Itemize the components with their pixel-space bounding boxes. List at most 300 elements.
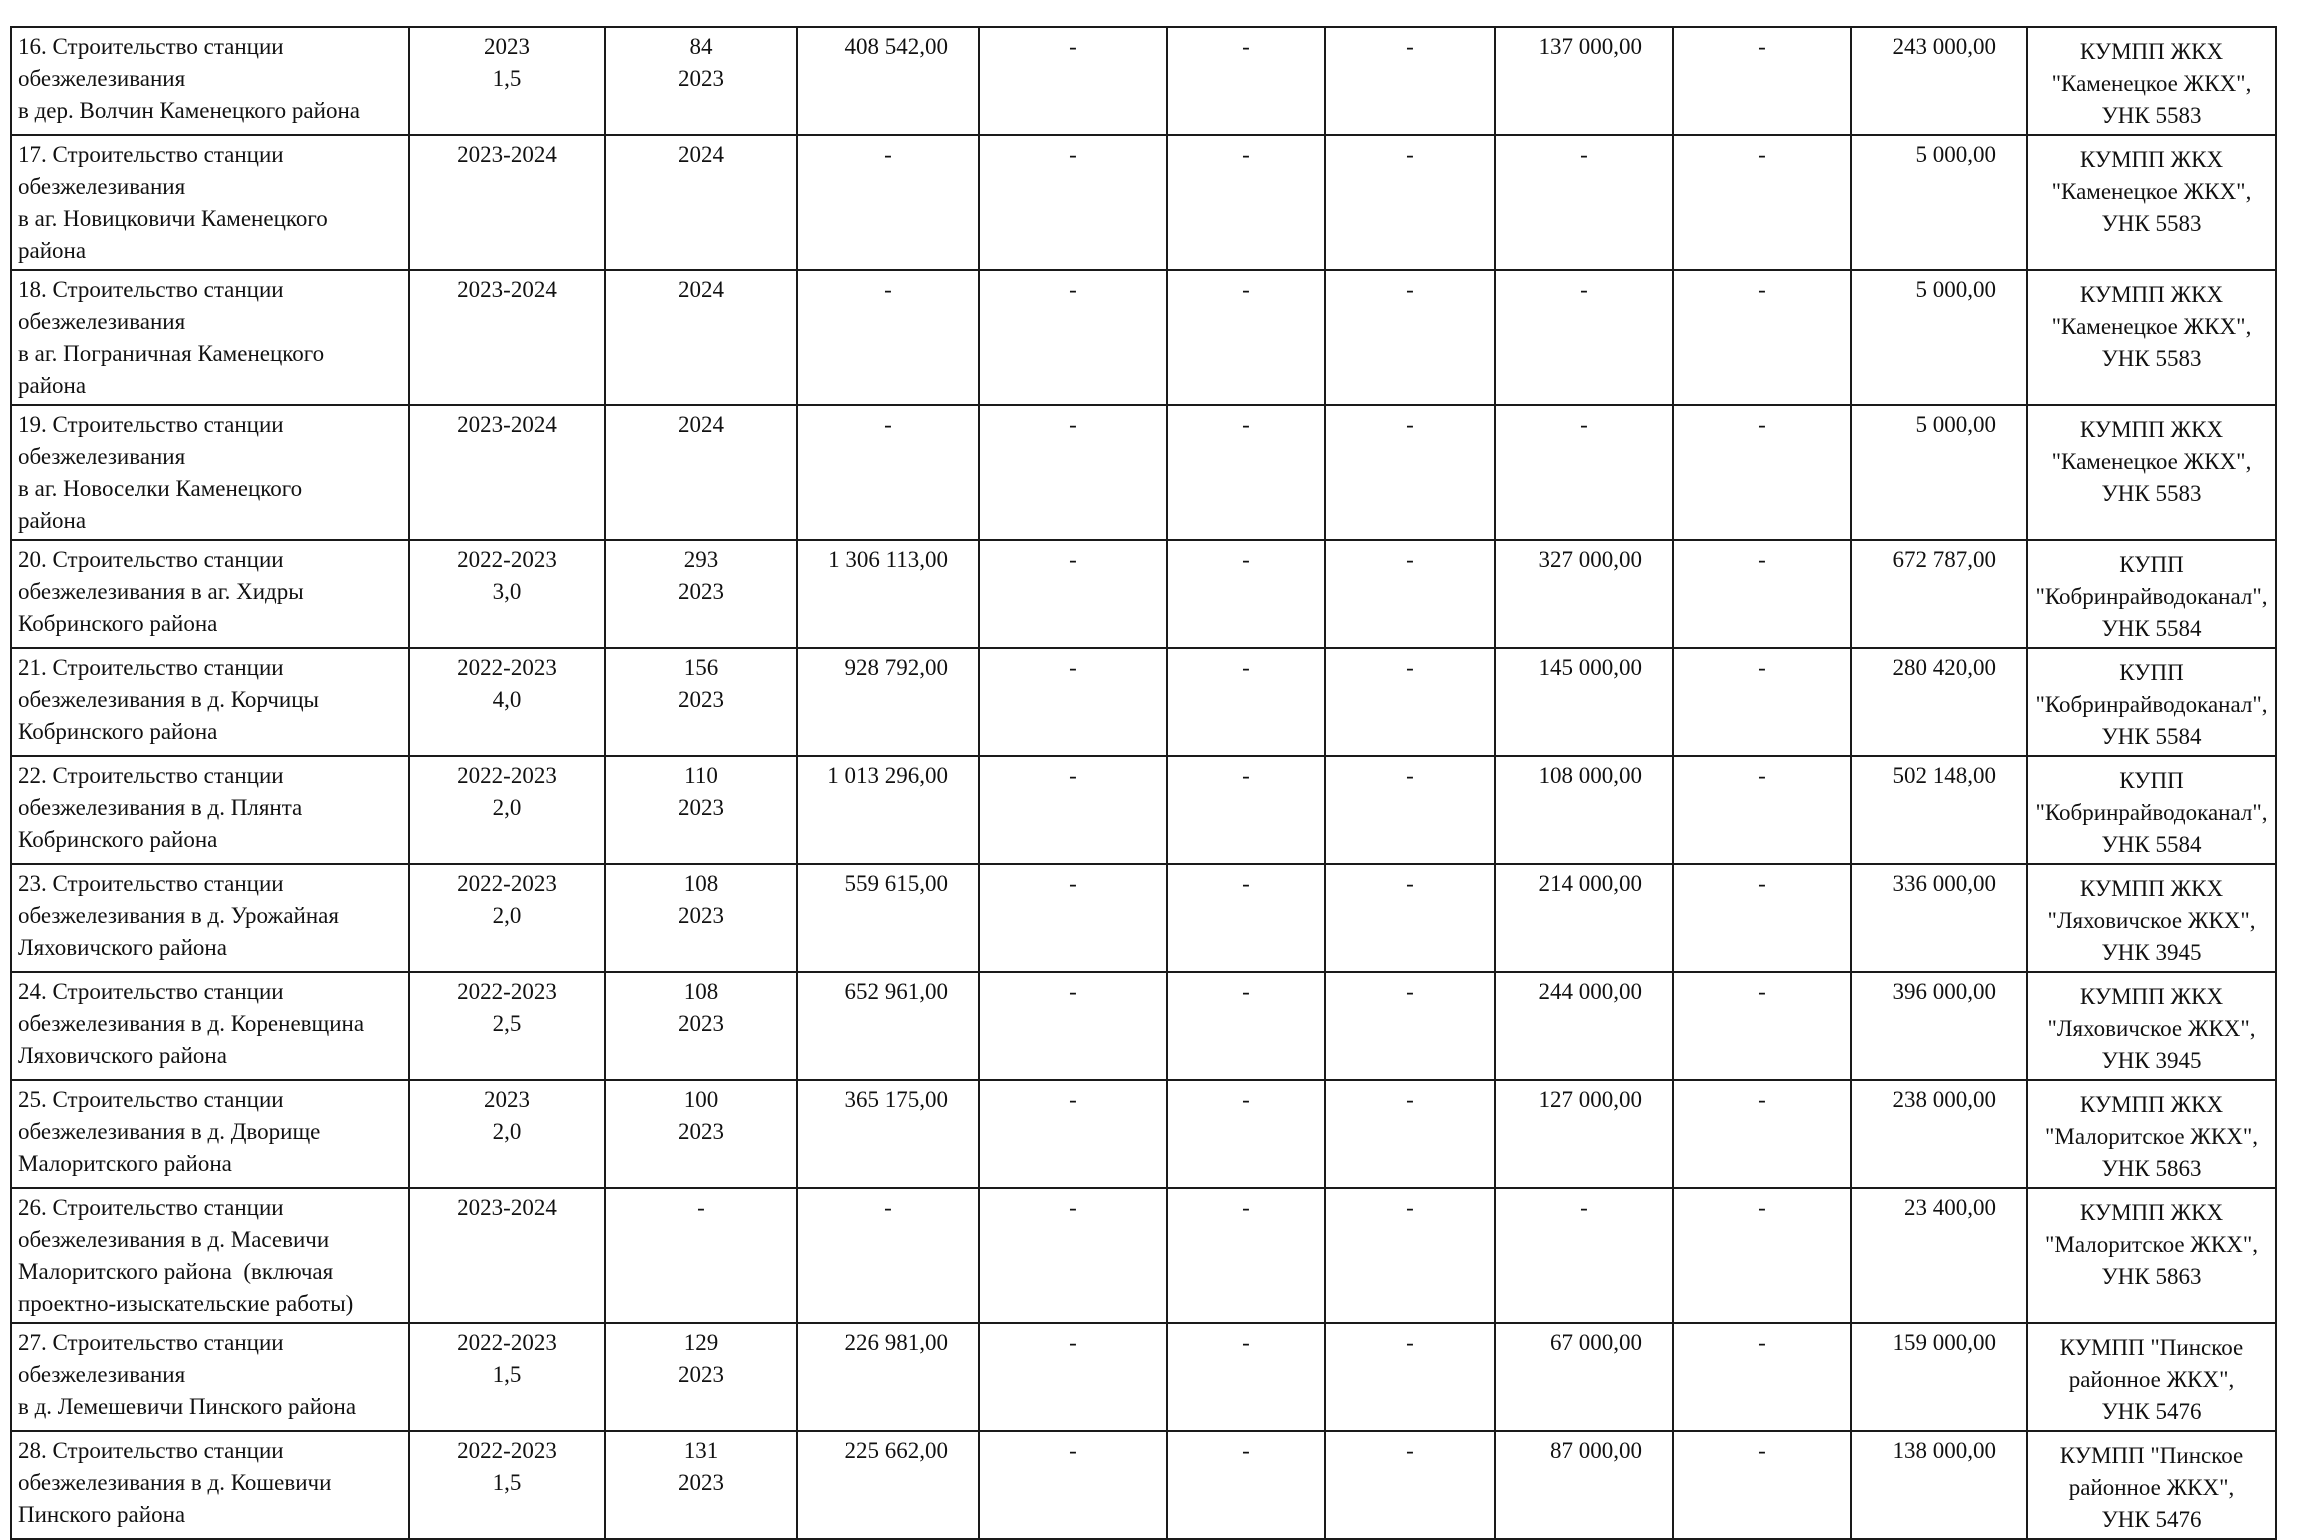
cell-value: -	[1758, 1438, 1766, 1463]
cell-value: -	[1758, 142, 1766, 167]
total-cost-cell	[797, 864, 979, 972]
funding-cell	[1495, 648, 1673, 756]
cell-value: 365 175,00	[844, 1087, 948, 1112]
value-cell	[1325, 27, 1495, 135]
value-cell	[1167, 27, 1325, 135]
cell-value: -	[1242, 979, 1250, 1004]
total-cost-cell	[797, 1323, 979, 1431]
funding-cell	[1495, 1188, 1673, 1323]
value-cell	[1673, 1080, 1851, 1188]
cell-text-line: 2023	[678, 66, 724, 91]
cell-value: -	[1069, 1087, 1077, 1112]
period-capacity-cell	[409, 405, 605, 540]
cell-text-line: КУМПП ЖКХ	[2079, 282, 2224, 307]
cell-text-line: 156	[683, 655, 719, 680]
cell-value: -	[1242, 277, 1250, 302]
cell-value: -	[1242, 1195, 1250, 1220]
cell-text-line: УНК 5583	[2101, 481, 2202, 506]
table-row	[11, 1188, 2276, 1323]
cell-text-line: 2023	[678, 579, 724, 604]
value-cell	[1673, 135, 1851, 270]
cell-value: -	[1406, 412, 1414, 437]
period-capacity-cell	[409, 1431, 605, 1539]
cell-text-line: "Кобринрайводоканал",	[2035, 584, 2268, 609]
period-capacity-cell	[409, 1188, 605, 1323]
cell-value: -	[1069, 1195, 1077, 1220]
cell-text-line: "Каменецкое ЖКХ",	[2051, 449, 2252, 474]
length-year-cell	[605, 648, 797, 756]
organization-cell	[2027, 1080, 2276, 1188]
value-cell	[1673, 1188, 1851, 1323]
cell-text-line: Кобринского района	[18, 719, 218, 744]
funding-cell	[1495, 1323, 1673, 1431]
cell-text-line: 2023-2024	[457, 277, 557, 302]
cell-text-line: проектно-изыскательские работы)	[18, 1291, 354, 1316]
cell-text-line: обезжелезивания	[18, 66, 186, 91]
period-capacity-cell	[409, 756, 605, 864]
cell-text-line: 108	[683, 979, 719, 1004]
cell-text-line: в аг. Пограничная Каменецкого	[18, 341, 325, 366]
length-year-cell	[605, 864, 797, 972]
cell-text-line: Кобринского района	[18, 827, 218, 852]
funding-cell	[1851, 135, 2027, 270]
cell-value: -	[1242, 1330, 1250, 1355]
cell-text-line: в аг. Новоселки Каменецкого	[18, 476, 303, 501]
length-year-cell	[605, 27, 797, 135]
cell-text-line: 2023	[678, 1119, 724, 1144]
value-cell	[1167, 972, 1325, 1080]
value-cell	[1325, 1188, 1495, 1323]
cell-text-line: Ляховичского района	[18, 1043, 227, 1068]
cell-text-line: 110	[684, 763, 718, 788]
cell-text-line: 2023	[484, 34, 530, 59]
funding-cell	[1851, 756, 2027, 864]
cell-value: 244 000,00	[1538, 979, 1642, 1004]
value-cell	[1167, 1188, 1325, 1323]
cell-value: 138 000,00	[1892, 1438, 1996, 1463]
cell-text-line: "Малоритское ЖКХ",	[2044, 1232, 2259, 1257]
cell-text-line: 1,5	[492, 66, 522, 91]
value-cell	[1673, 540, 1851, 648]
total-cost-cell	[797, 405, 979, 540]
cell-text-line: КУМПП "Пинское	[2059, 1335, 2244, 1360]
organization-cell	[2027, 27, 2276, 135]
cell-text-line: 19. Строительство станции	[18, 412, 284, 437]
cell-value: -	[1406, 277, 1414, 302]
value-cell	[1167, 756, 1325, 864]
cell-text-line: "Ляховичское ЖКХ",	[2047, 1016, 2256, 1041]
object-name-cell	[11, 1323, 409, 1431]
cell-text-line: Малоритского района (включая	[18, 1259, 334, 1284]
cell-text-line: КУМПП ЖКХ	[2079, 147, 2224, 172]
cell-text-line: 1,5	[492, 1362, 522, 1387]
funding-cell	[1495, 756, 1673, 864]
object-name-cell	[11, 756, 409, 864]
cell-value: -	[1069, 655, 1077, 680]
value-cell	[1167, 135, 1325, 270]
cell-text-line: обезжелезивания	[18, 174, 186, 199]
length-year-cell	[605, 270, 797, 405]
cell-text-line: КУПП	[2119, 660, 2184, 685]
value-cell	[1167, 405, 1325, 540]
cell-value: 5 000,00	[1915, 277, 1996, 302]
cell-text-line: обезжелезивания	[18, 444, 186, 469]
funding-cell	[1851, 405, 2027, 540]
value-cell	[979, 864, 1167, 972]
cell-text-line: "Кобринрайводоканал",	[2035, 800, 2268, 825]
value-cell	[1167, 1080, 1325, 1188]
object-name-cell	[11, 1080, 409, 1188]
cell-text-line: обезжелезивания	[18, 309, 186, 334]
value-cell	[1673, 405, 1851, 540]
cell-text-line: 2023	[678, 795, 724, 820]
value-cell	[1673, 1323, 1851, 1431]
value-cell	[1673, 270, 1851, 405]
cell-value: -	[1758, 277, 1766, 302]
cell-value: 502 148,00	[1892, 763, 1996, 788]
object-name-cell	[11, 405, 409, 540]
length-year-cell	[605, 1188, 797, 1323]
funding-cell	[1495, 27, 1673, 135]
total-cost-cell	[797, 972, 979, 1080]
cell-value: 5 000,00	[1915, 142, 1996, 167]
organization-cell	[2027, 864, 2276, 972]
object-name-cell	[11, 864, 409, 972]
table-row	[11, 864, 2276, 972]
cell-value: 127 000,00	[1538, 1087, 1642, 1112]
cell-text-line: 84	[689, 34, 713, 59]
cell-value: -	[1069, 1330, 1077, 1355]
cell-text-line: КУПП	[2119, 552, 2184, 577]
cell-value: 225 662,00	[844, 1438, 948, 1463]
cell-text-line: обезжелезивания в д. Кошевичи	[18, 1470, 332, 1495]
period-capacity-cell	[409, 270, 605, 405]
value-cell	[1673, 648, 1851, 756]
funding-cell	[1851, 27, 2027, 135]
funding-cell	[1495, 1080, 1673, 1188]
cell-text-line: УНК 3945	[2101, 940, 2202, 965]
value-cell	[1325, 405, 1495, 540]
cell-text-line: 3,0	[492, 579, 522, 604]
cell-value: 226 981,00	[844, 1330, 948, 1355]
cell-text-line: КУМПП ЖКХ	[2079, 876, 2224, 901]
value-cell	[979, 756, 1167, 864]
cell-value: -	[1758, 1087, 1766, 1112]
length-year-cell	[605, 756, 797, 864]
cell-text-line: 16. Строительство станции	[18, 34, 284, 59]
cell-text-line: УНК 5583	[2101, 103, 2202, 128]
cell-text-line: обезжелезивания в д. Кореневщина	[18, 1011, 365, 1036]
funding-cell	[1495, 540, 1673, 648]
period-capacity-cell	[409, 972, 605, 1080]
cell-text-line: 2022-2023	[457, 979, 557, 1004]
table-row	[11, 540, 2276, 648]
total-cost-cell	[797, 1431, 979, 1539]
cell-value: 336 000,00	[1892, 871, 1996, 896]
cell-value: -	[1069, 142, 1077, 167]
cell-value: -	[884, 412, 892, 437]
cell-text-line: 131	[683, 1438, 719, 1463]
cell-text-line: 2022-2023	[457, 763, 557, 788]
value-cell	[979, 972, 1167, 1080]
cell-text-line: 2023-2024	[457, 412, 557, 437]
cell-value: -	[1406, 1195, 1414, 1220]
value-cell	[979, 1323, 1167, 1431]
cell-value: -	[1580, 142, 1588, 167]
cell-value: -	[1406, 871, 1414, 896]
cell-value: -	[1758, 979, 1766, 1004]
value-cell	[1673, 27, 1851, 135]
cell-value: -	[1069, 277, 1077, 302]
cell-text-line: обезжелезивания в д. Дворище	[18, 1119, 321, 1144]
cell-value: -	[1758, 547, 1766, 572]
cell-text-line: 2022-2023	[457, 655, 557, 680]
cell-text-line: 2022-2023	[457, 871, 557, 896]
cell-text-line: КУМПП "Пинское	[2059, 1443, 2244, 1468]
cell-text-line: КУМПП ЖКХ	[2079, 1200, 2224, 1225]
cell-text-line: районное ЖКХ",	[2068, 1475, 2235, 1500]
cell-value: -	[1069, 763, 1077, 788]
cell-value: -	[1758, 1195, 1766, 1220]
funding-cell	[1851, 648, 2027, 756]
object-name-cell	[11, 648, 409, 756]
value-cell	[1325, 1323, 1495, 1431]
value-cell	[1325, 756, 1495, 864]
length-year-cell	[605, 540, 797, 648]
table-row	[11, 27, 2276, 135]
cell-text-line: УНК 3945	[2101, 1048, 2202, 1073]
funding-cell	[1851, 1323, 2027, 1431]
organization-cell	[2027, 135, 2276, 270]
cell-value: 559 615,00	[844, 871, 948, 896]
cell-text-line: обезжелезивания в д. Плянта	[18, 795, 303, 820]
period-capacity-cell	[409, 1323, 605, 1431]
cell-value: -	[884, 142, 892, 167]
cell-text-line: КУМПП ЖКХ	[2079, 417, 2224, 442]
cell-text-line: 2022-2023	[457, 1438, 557, 1463]
cell-value: 238 000,00	[1892, 1087, 1996, 1112]
cell-value: -	[1406, 1087, 1414, 1112]
organization-cell	[2027, 405, 2276, 540]
cell-text-line: обезжелезивания	[18, 1362, 186, 1387]
total-cost-cell	[797, 27, 979, 135]
period-capacity-cell	[409, 540, 605, 648]
table-row	[11, 972, 2276, 1080]
cell-text-line: "Малоритское ЖКХ",	[2044, 1124, 2259, 1149]
period-capacity-cell	[409, 135, 605, 270]
funding-cell	[1495, 135, 1673, 270]
cell-text-line: КУМПП ЖКХ	[2079, 39, 2224, 64]
object-name-cell	[11, 1188, 409, 1323]
cell-text-line: района	[18, 508, 87, 533]
table-row	[11, 135, 2276, 270]
cell-value: -	[1069, 412, 1077, 437]
value-cell	[979, 27, 1167, 135]
cell-value: -	[1758, 412, 1766, 437]
cell-value: -	[1242, 763, 1250, 788]
value-cell	[1167, 1323, 1325, 1431]
cell-value: 243 000,00	[1892, 34, 1996, 59]
cell-value: 672 787,00	[1892, 547, 1996, 572]
total-cost-cell	[797, 648, 979, 756]
cell-value: -	[884, 1195, 892, 1220]
cell-value: -	[1069, 979, 1077, 1004]
cell-text-line: 4,0	[492, 687, 522, 712]
cell-text-line: "Каменецкое ЖКХ",	[2051, 179, 2252, 204]
cell-text-line: обезжелезивания в аг. Хидры	[18, 579, 304, 604]
value-cell	[1673, 972, 1851, 1080]
cell-text-line: "Ляховичское ЖКХ",	[2047, 908, 2256, 933]
cell-text-line: Пинского района	[18, 1502, 186, 1527]
cell-value: -	[1758, 655, 1766, 680]
cell-text-line: 27. Строительство станции	[18, 1330, 284, 1355]
cell-text-line: 2024	[678, 277, 724, 302]
document-page	[10, 26, 2275, 1540]
funding-cell	[1495, 405, 1673, 540]
organization-cell	[2027, 1188, 2276, 1323]
total-cost-cell	[797, 1080, 979, 1188]
cell-text-line: 24. Строительство станции	[18, 979, 284, 1004]
value-cell	[1325, 972, 1495, 1080]
cell-value: -	[1242, 1087, 1250, 1112]
value-cell	[979, 1080, 1167, 1188]
cell-text-line: 100	[683, 1087, 719, 1112]
value-cell	[1325, 1080, 1495, 1188]
cell-text-line: в дер. Волчин Каменецкого района	[18, 98, 360, 123]
value-cell	[979, 1188, 1167, 1323]
table-row	[11, 1431, 2276, 1539]
table-row	[11, 1323, 2276, 1431]
organization-cell	[2027, 648, 2276, 756]
cell-value: 137 000,00	[1538, 34, 1642, 59]
value-cell	[1167, 1431, 1325, 1539]
value-cell	[1167, 648, 1325, 756]
funding-cell	[1495, 864, 1673, 972]
total-cost-cell	[797, 756, 979, 864]
length-year-cell	[605, 1323, 797, 1431]
cell-value: -	[1580, 1195, 1588, 1220]
cell-text-line: УНК 5583	[2101, 211, 2202, 236]
cell-text-line: 2,0	[492, 795, 522, 820]
cell-value: 23 400,00	[1904, 1195, 1996, 1220]
cell-value: -	[1758, 1330, 1766, 1355]
cell-value: 108 000,00	[1538, 763, 1642, 788]
cell-value: -	[1242, 547, 1250, 572]
cell-text-line: УНК 5583	[2101, 346, 2202, 371]
period-capacity-cell	[409, 27, 605, 135]
value-cell	[1325, 135, 1495, 270]
period-capacity-cell	[409, 1080, 605, 1188]
organization-cell	[2027, 1431, 2276, 1539]
cell-text-line: КУПП	[2119, 768, 2184, 793]
cell-value: -	[1242, 655, 1250, 680]
cell-value: -	[1758, 34, 1766, 59]
value-cell	[1167, 270, 1325, 405]
funding-cell	[1495, 972, 1673, 1080]
cell-text-line: 2023	[484, 1087, 530, 1112]
cell-value: 408 542,00	[844, 34, 948, 59]
value-cell	[1325, 1431, 1495, 1539]
cell-text-line: 2023-2024	[457, 1195, 557, 1220]
period-capacity-cell	[409, 864, 605, 972]
cell-text-line: "Каменецкое ЖКХ",	[2051, 71, 2252, 96]
cell-value: -	[1406, 1330, 1414, 1355]
cell-text-line: в д. Лемешевичи Пинского района	[18, 1394, 357, 1419]
total-cost-cell	[797, 135, 979, 270]
cell-value: 145 000,00	[1538, 655, 1642, 680]
cell-value: -	[1406, 1438, 1414, 1463]
organization-cell	[2027, 972, 2276, 1080]
cell-text-line: района	[18, 238, 87, 263]
cell-value: -	[1406, 34, 1414, 59]
organization-cell	[2027, 270, 2276, 405]
cell-value: -	[1242, 412, 1250, 437]
cell-text-line: 108	[683, 871, 719, 896]
funding-cell	[1851, 972, 2027, 1080]
cell-text-line: 23. Строительство станции	[18, 871, 284, 896]
table-row	[11, 648, 2276, 756]
organization-cell	[2027, 1323, 2276, 1431]
value-cell	[1167, 864, 1325, 972]
cell-text-line: 28. Строительство станции	[18, 1438, 284, 1463]
cell-value: -	[1406, 547, 1414, 572]
cell-value: 280 420,00	[1892, 655, 1996, 680]
value-cell	[979, 648, 1167, 756]
cell-value: 1 013 296,00	[827, 763, 948, 788]
cell-text-line: УНК 5584	[2101, 616, 2202, 641]
table-row	[11, 405, 2276, 540]
cell-value: -	[1242, 1438, 1250, 1463]
cell-value: 214 000,00	[1538, 871, 1642, 896]
cell-value: -	[1242, 34, 1250, 59]
cell-text-line: -	[697, 1195, 705, 1220]
cell-value: 5 000,00	[1915, 412, 1996, 437]
value-cell	[1167, 540, 1325, 648]
cell-text-line: Малоритского района	[18, 1151, 232, 1176]
cell-text-line: УНК 5476	[2101, 1507, 2202, 1532]
object-name-cell	[11, 1431, 409, 1539]
length-year-cell	[605, 1431, 797, 1539]
cell-text-line: КУМПП ЖКХ	[2079, 984, 2224, 1009]
cell-value: -	[1580, 412, 1588, 437]
value-cell	[1673, 1431, 1851, 1539]
cell-text-line: 21. Строительство станции	[18, 655, 284, 680]
funding-cell	[1851, 270, 2027, 405]
funding-cell	[1495, 1431, 1673, 1539]
funding-cell	[1851, 1188, 2027, 1323]
funding-cell	[1851, 1431, 2027, 1539]
cell-text-line: 2,0	[492, 1119, 522, 1144]
cell-text-line: района	[18, 373, 87, 398]
cell-text-line: в аг. Новицковичи Каменецкого	[18, 206, 328, 231]
cell-value: -	[1758, 871, 1766, 896]
cell-value: 327 000,00	[1538, 547, 1642, 572]
organization-cell	[2027, 540, 2276, 648]
length-year-cell	[605, 135, 797, 270]
organization-cell	[2027, 756, 2276, 864]
funding-cell	[1851, 540, 2027, 648]
cell-text-line: районное ЖКХ",	[2068, 1367, 2235, 1392]
cell-text-line: 18. Строительство станции	[18, 277, 284, 302]
cell-text-line: 2023	[678, 687, 724, 712]
total-cost-cell	[797, 1188, 979, 1323]
total-cost-cell	[797, 270, 979, 405]
length-year-cell	[605, 405, 797, 540]
length-year-cell	[605, 1080, 797, 1188]
funding-cell	[1495, 270, 1673, 405]
cell-value: -	[1758, 763, 1766, 788]
cell-text-line: 2023	[678, 1362, 724, 1387]
